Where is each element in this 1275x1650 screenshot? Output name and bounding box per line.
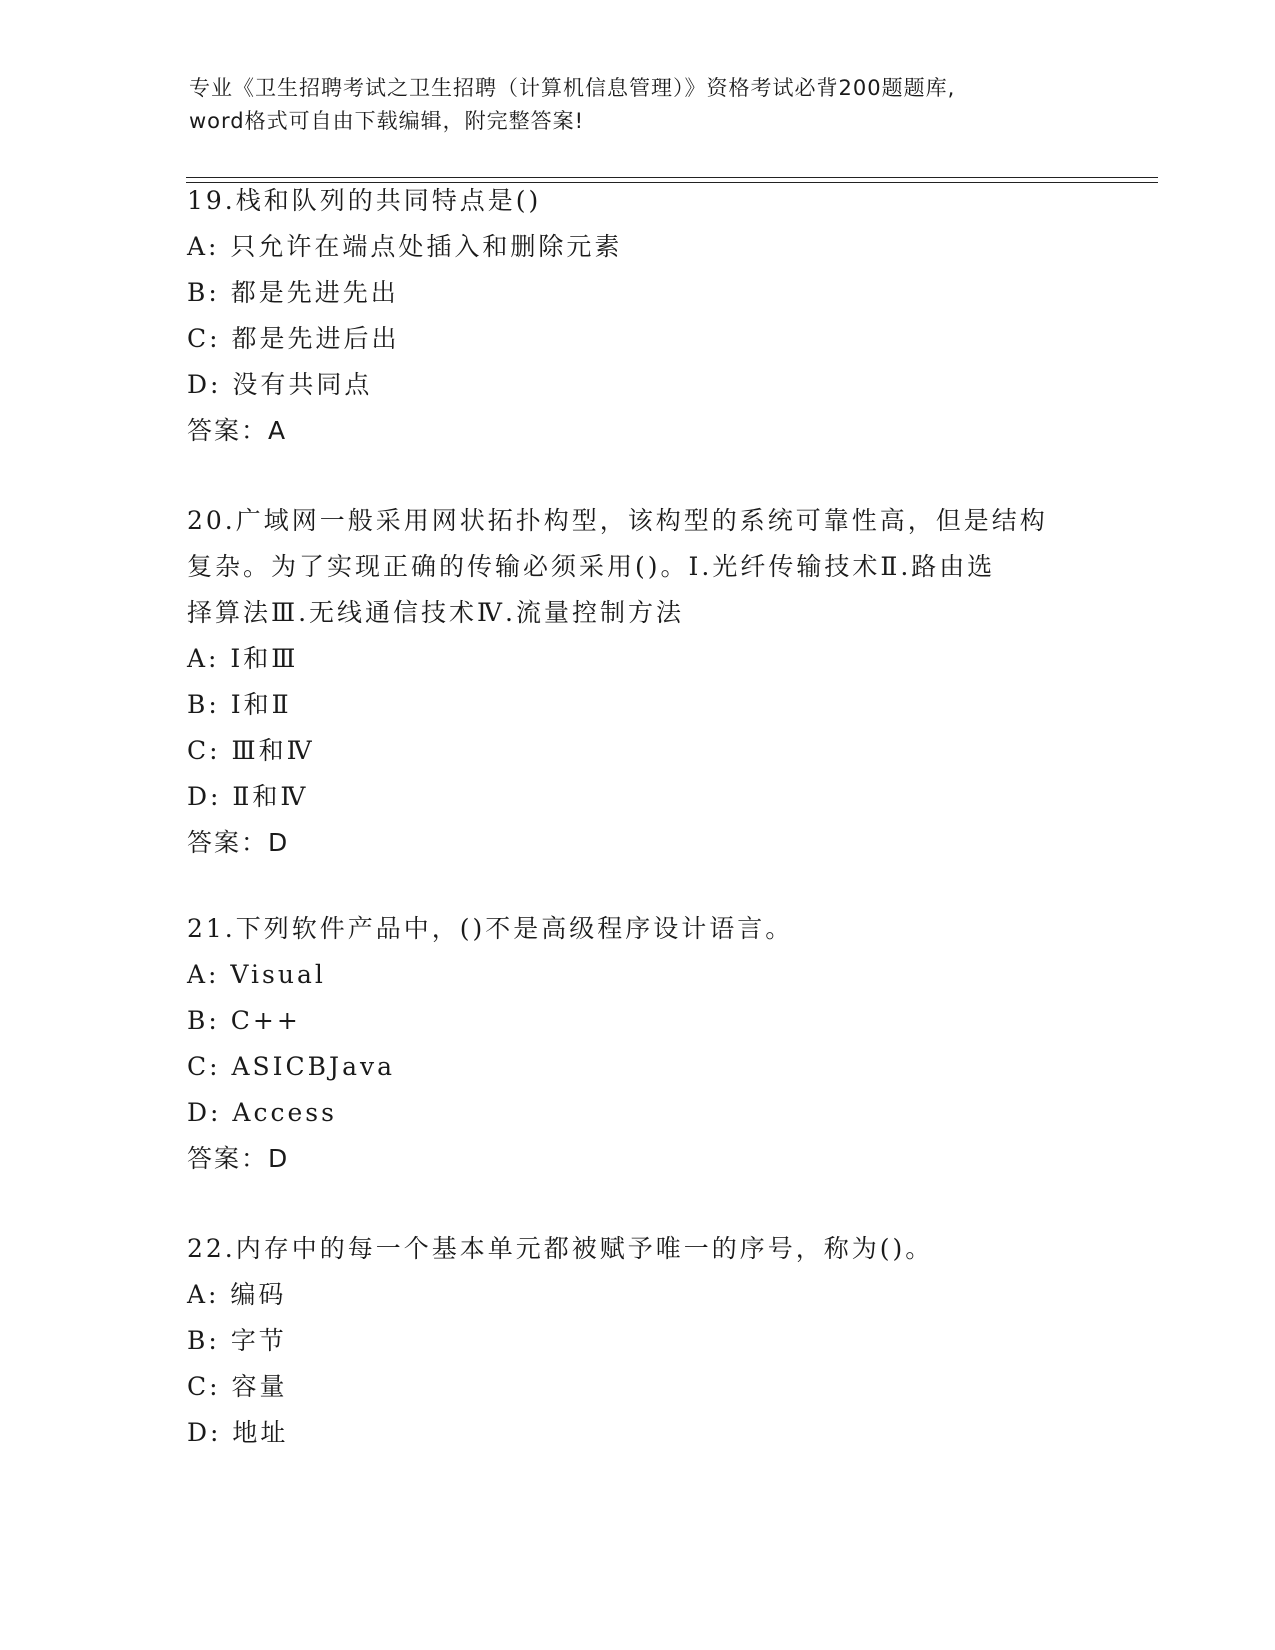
question-text: 19.栈和队列的共同特点是() [187,186,542,215]
option-c: C: ASICBJava [187,1052,396,1081]
question-text: 22.内存中的每一个基本单元都被赋予唯一的序号，称为()。 [187,1234,934,1263]
question-text-line-1: 20.广域网一般采用网状拓扑构型，该构型的系统可靠性高，但是结构 [187,506,1048,535]
option-c: C: 都是先进后出 [187,324,400,353]
option-a: A: 编码 [187,1280,287,1309]
answer: 答案：A [187,416,288,445]
option-d: D: 地址 [187,1418,289,1447]
option-b: B: 字节 [187,1326,287,1355]
question-20 [187,498,1087,866]
question-21 [187,906,1087,1182]
question-text: 21.下列软件产品中，()不是高级程序设计语言。 [187,914,794,943]
answer: 答案：D [187,1144,290,1173]
question-22 [187,1226,1087,1456]
option-d: D: Ⅱ和Ⅳ [187,782,309,811]
question-text-line-3: 择算法Ⅲ.无线通信技术Ⅳ.流量控制方法 [187,598,684,627]
option-a: A: Visual [187,960,326,989]
option-b: B: C++ [187,1006,301,1035]
question-19 [187,178,1087,454]
header-line-1: 专业《卫生招聘考试之卫生招聘（计算机信息管理）》资格考试必背200题题库, [189,76,956,100]
option-a: A: Ⅰ和Ⅲ [187,644,299,673]
answer: 答案：D [187,828,290,857]
option-b: B: Ⅰ和Ⅱ [187,690,292,719]
header-line-2: word格式可自由下载编辑，附完整答案! [189,109,585,133]
option-b: B: 都是先进先出 [187,278,399,307]
option-d: D: Access [187,1098,337,1127]
option-d: D: 没有共同点 [187,370,373,399]
option-c: C: Ⅲ和Ⅳ [187,736,315,765]
option-c: C: 容量 [187,1372,288,1401]
question-text-line-2: 复杂。为了实现正确的传输必须采用()。Ⅰ.光纤传输技术Ⅱ.路由选 [187,552,996,581]
document-header [189,72,1089,138]
option-a: A: 只允许在端点处插入和删除元素 [187,232,623,261]
